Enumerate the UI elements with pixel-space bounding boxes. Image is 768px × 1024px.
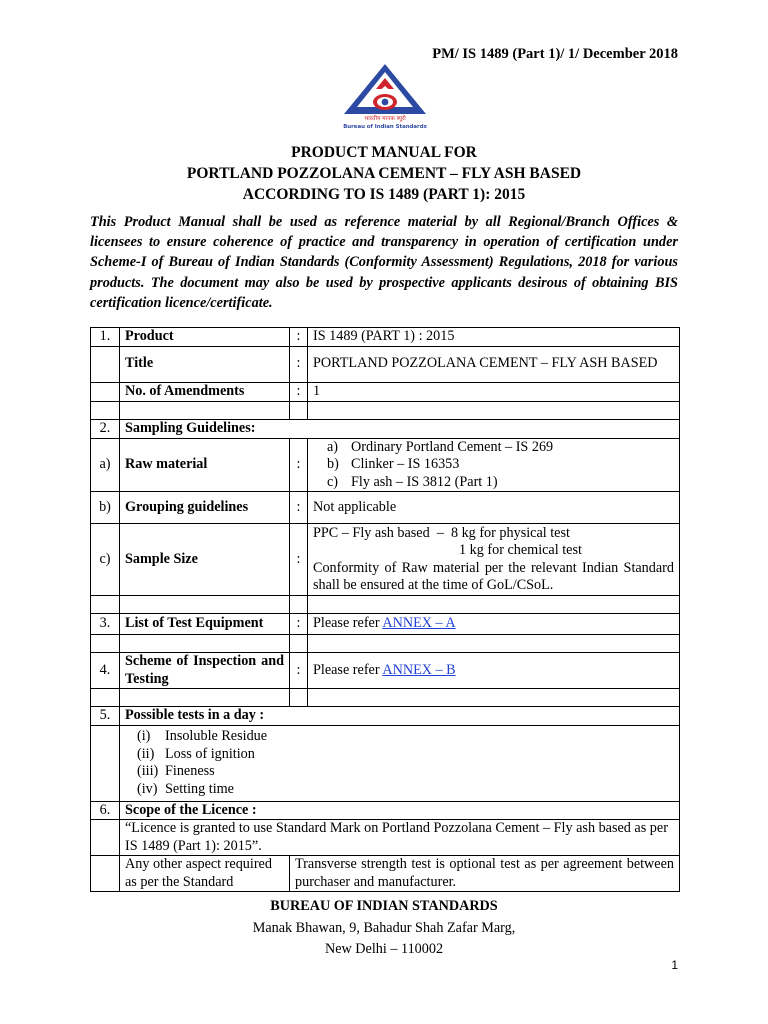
intro-paragraph: This Product Manual shall be used as reference material by all Regional/Branch Offices & licensees to ensure coherence of practice and transparency in operation of certification under Scheme-I of Bureau of Indian Standards (Conformity Assessment) Regulations, 2018 for various products. The document may also be used by prospective applicants desirous of obtaining BIS certification licence/certificate. [90, 214, 678, 311]
footer-address-1: Manak Bhawan, 9, Bahadur Shah Zafar Marg, [252, 919, 516, 936]
colon: : [290, 524, 308, 596]
list-item: b) Clinker – IS 16353 [327, 456, 460, 472]
section-number: 6. [91, 801, 120, 820]
other-aspect-label: Any other aspect required as per the Standard [120, 856, 290, 892]
list-item: a) Ordinary Portland Cement – IS 269 [327, 438, 554, 455]
colon: : [290, 328, 308, 347]
page-number: 1 [671, 958, 678, 972]
footer-org: BUREAU OF INDIAN STANDARDS [270, 898, 498, 914]
list-item: (iv) Setting time [137, 780, 234, 797]
inspection-scheme-label: Scheme of Inspection and Testing [120, 653, 290, 689]
annex-b-link[interactable]: ANNEX – B [382, 661, 456, 678]
item-key: c) [91, 524, 120, 596]
colon: : [290, 382, 308, 401]
section-number: 2. [91, 419, 120, 438]
sample-size-value: PPC – Fly ash based – 8 kg for physical test 1 kg for chemical test Conformity of Raw material per the relevant Indian Standard shall be ensured at the time of GoL/CSoL. [308, 524, 680, 596]
colon: : [290, 653, 308, 689]
possible-tests-heading: Possible tests in a day : [120, 707, 680, 726]
footer [0, 896, 768, 961]
svg-text:Bureau of Indian Standards: Bureau of Indian Standards [343, 124, 427, 130]
product-label: Product [120, 328, 290, 347]
product-table [90, 327, 680, 892]
footer-address-2: New Delhi – 110002 [324, 941, 444, 957]
item-key: a) [91, 438, 120, 492]
list-item: (i) Insoluble Residue [137, 728, 268, 744]
test-equipment-label: List of Test Equipment [120, 614, 290, 635]
list-item: (iii) Fineness [137, 763, 215, 779]
scope-heading: Scope of the Licence : [120, 801, 680, 820]
colon: : [290, 438, 308, 492]
amendments-label: No. of Amendments [120, 382, 290, 401]
grouping-value: Not applicable [308, 492, 680, 524]
product-value: IS 1489 (PART 1) : 2015 [308, 328, 680, 347]
section-number: 1. [91, 328, 120, 347]
title-value: PORTLAND POZZOLANA CEMENT – FLY ASH BASED [308, 346, 680, 382]
section-number: 3. [91, 614, 120, 635]
colon: : [290, 614, 308, 635]
title-line-2: PORTLAND POZZOLANA CEMENT – FLY ASH BASED [186, 165, 582, 182]
section-number: 4. [91, 653, 120, 689]
grouping-label: Grouping guidelines [120, 492, 290, 524]
possible-tests-list [120, 725, 680, 801]
raw-material-list [308, 438, 680, 492]
sampling-heading: Sampling Guidelines: [120, 419, 680, 438]
inspection-scheme-value: Please refer ANNEX – B [308, 653, 680, 689]
colon: : [290, 492, 308, 524]
list-item: c) Fly ash – IS 3812 (Part 1) [327, 473, 498, 490]
test-equipment-value: Please refer ANNEX – A [308, 614, 680, 635]
item-key: b) [91, 492, 120, 524]
raw-material-label: Raw material [120, 438, 290, 492]
document-reference: PM/ IS 1489 (Part 1)/ 1/ December 2018 [432, 46, 678, 62]
title-label: Title [120, 346, 290, 382]
title-line-1: PRODUCT MANUAL FOR [291, 144, 477, 161]
svg-text:भारतीय मानक ब्यूरो: भारतीय मानक ब्यूरो [364, 116, 406, 122]
amendments-value: 1 [308, 382, 680, 401]
scope-text: “Licence is granted to use Standard Mark on Portland Pozzolana Cement – Fly ash based as per IS 1489 (Part 1): 2015”. [120, 820, 680, 856]
sample-size-label: Sample Size [120, 524, 290, 596]
colon: : [290, 346, 308, 382]
annex-a-link[interactable]: ANNEX – A [382, 615, 456, 632]
other-aspect-value: Transverse strength test is optional test as per agreement between purchaser and manufacturer. [290, 856, 680, 892]
document-title [0, 142, 768, 205]
title-line-3: ACCORDING TO IS 1489 (PART 1): 2015 [242, 186, 526, 203]
section-number: 5. [91, 707, 120, 726]
bis-logo-icon [340, 62, 430, 130]
list-item: (ii) Loss of ignition [137, 745, 255, 762]
